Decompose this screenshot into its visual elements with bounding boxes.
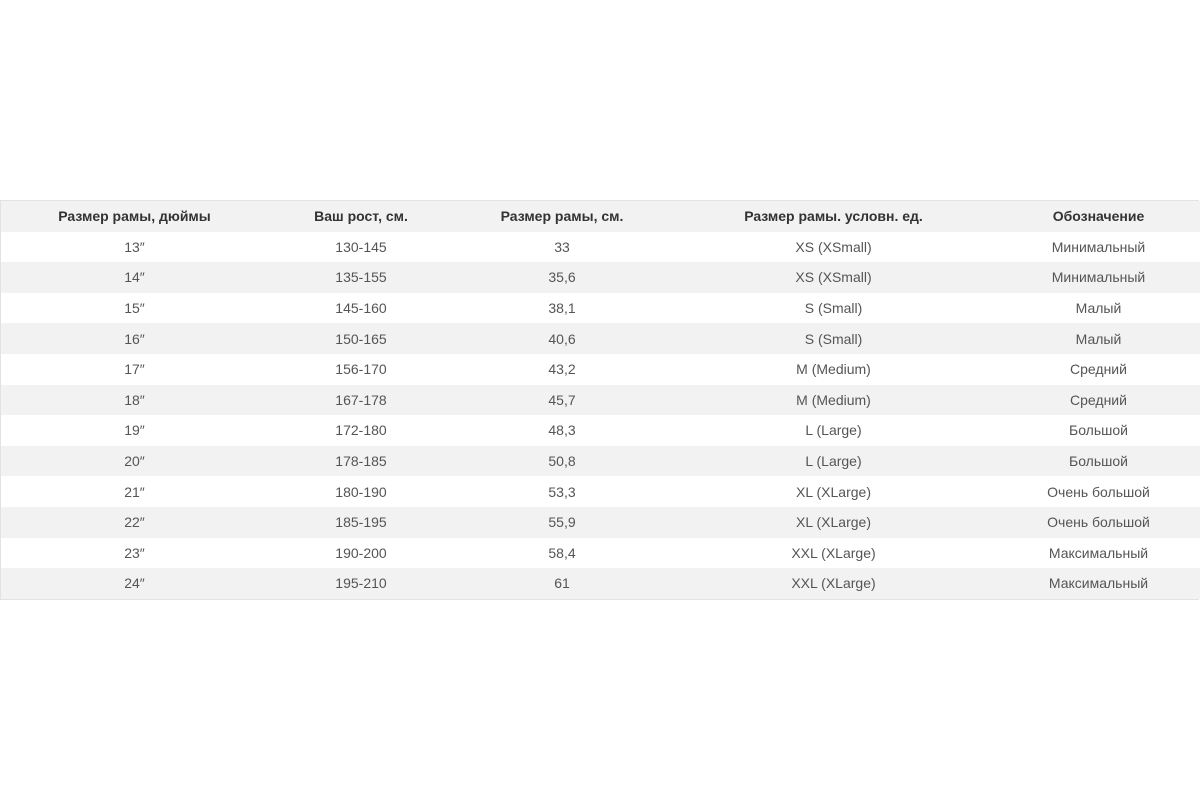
table-row <box>1 354 1200 385</box>
table-row <box>1 568 1200 599</box>
cell-frame-size-units: XS (XSmall) <box>795 269 872 286</box>
cell-frame-size-units: XL (XLarge) <box>796 514 871 531</box>
table-row <box>1 507 1200 538</box>
cell-designation: Максимальный <box>1048 575 1149 592</box>
cell-frame-size-units: L (Large) <box>805 453 862 470</box>
cell-designation: Минимальный <box>1051 238 1146 255</box>
cell-frame-size-inches: 17″ <box>124 361 145 378</box>
cell-frame-size-units: M (Medium) <box>796 391 871 408</box>
cell-designation: Средний <box>1070 361 1127 378</box>
cell-height-cm: 130-145 <box>335 238 387 255</box>
cell-frame-size-units: S (Small) <box>804 330 863 347</box>
table-row <box>1 293 1200 324</box>
cell-frame-size-cm: 58,4 <box>548 544 576 561</box>
cell-designation: Малый <box>1075 330 1122 347</box>
cell-height-cm: 185-195 <box>335 514 387 531</box>
cell-frame-size-cm: 50,8 <box>548 453 576 470</box>
table-row <box>1 476 1200 507</box>
cell-frame-size-units: S (Small) <box>804 300 863 317</box>
cell-height-cm: 145-160 <box>335 300 387 317</box>
cell-frame-size-inches: 14″ <box>124 269 145 286</box>
cell-designation: Очень большой <box>1047 483 1150 500</box>
cell-frame-size-cm: 40,6 <box>548 330 576 347</box>
table-row <box>1 385 1200 416</box>
header-frame-size-cm: Размер рамы, см. <box>500 208 624 225</box>
cell-height-cm: 167-178 <box>335 391 387 408</box>
header-designation: Обозначение <box>1052 208 1145 225</box>
cell-height-cm: 135-155 <box>335 269 387 286</box>
cell-designation: Средний <box>1070 391 1127 408</box>
cell-frame-size-inches: 21″ <box>124 483 145 500</box>
cell-frame-size-inches: 16″ <box>124 330 145 347</box>
cell-height-cm: 195-210 <box>335 575 387 592</box>
cell-designation: Минимальный <box>1051 269 1146 286</box>
cell-designation: Очень большой <box>1047 514 1150 531</box>
cell-frame-size-cm: 61 <box>554 575 570 592</box>
header-frame-size-inches: Размер рамы, дюймы <box>58 208 211 225</box>
cell-frame-size-units: L (Large) <box>805 422 862 439</box>
cell-frame-size-inches: 13″ <box>124 238 145 255</box>
cell-height-cm: 172-180 <box>335 422 387 439</box>
table-row <box>1 446 1200 477</box>
table-row <box>1 538 1200 569</box>
cell-frame-size-inches: 19″ <box>124 422 145 439</box>
cell-height-cm: 156-170 <box>335 361 387 378</box>
cell-frame-size-inches: 18″ <box>124 391 145 408</box>
cell-frame-size-inches: 22″ <box>124 514 145 531</box>
cell-designation: Большой <box>1069 422 1128 439</box>
header-height-cm: Ваш рост, см. <box>314 208 408 225</box>
cell-frame-size-inches: 23″ <box>124 544 145 561</box>
cell-designation: Малый <box>1075 300 1122 317</box>
table-row <box>1 232 1200 263</box>
cell-frame-size-cm: 33 <box>554 238 570 255</box>
table-header <box>1 201 1200 232</box>
cell-frame-size-cm: 38,1 <box>548 300 576 317</box>
table-row <box>1 262 1200 293</box>
cell-frame-size-units: XL (XLarge) <box>796 483 871 500</box>
cell-height-cm: 190-200 <box>335 544 387 561</box>
cell-frame-size-cm: 35,6 <box>548 269 576 286</box>
table-row <box>1 323 1200 354</box>
table-row <box>1 415 1200 446</box>
cell-frame-size-cm: 45,7 <box>548 391 576 408</box>
cell-frame-size-cm: 55,9 <box>548 514 576 531</box>
table-body <box>1 232 1200 599</box>
size-chart-container <box>0 200 1199 600</box>
header-row <box>1 201 1200 232</box>
cell-frame-size-inches: 24″ <box>124 575 145 592</box>
frame-size-table <box>1 201 1200 599</box>
cell-height-cm: 178-185 <box>335 453 387 470</box>
cell-height-cm: 180-190 <box>335 483 387 500</box>
cell-designation: Максимальный <box>1048 544 1149 561</box>
cell-frame-size-cm: 48,3 <box>548 422 576 439</box>
cell-frame-size-units: XS (XSmall) <box>795 238 872 255</box>
cell-frame-size-units: XXL (XLarge) <box>791 544 876 561</box>
header-frame-size-units: Размер рамы. условн. ед. <box>744 208 923 225</box>
cell-frame-size-inches: 15″ <box>124 300 145 317</box>
cell-designation: Большой <box>1069 453 1128 470</box>
cell-frame-size-units: M (Medium) <box>796 361 871 378</box>
cell-frame-size-inches: 20″ <box>124 453 145 470</box>
cell-frame-size-units: XXL (XLarge) <box>791 575 876 592</box>
cell-height-cm: 150-165 <box>335 330 387 347</box>
cell-frame-size-cm: 53,3 <box>548 483 576 500</box>
cell-frame-size-cm: 43,2 <box>548 361 576 378</box>
